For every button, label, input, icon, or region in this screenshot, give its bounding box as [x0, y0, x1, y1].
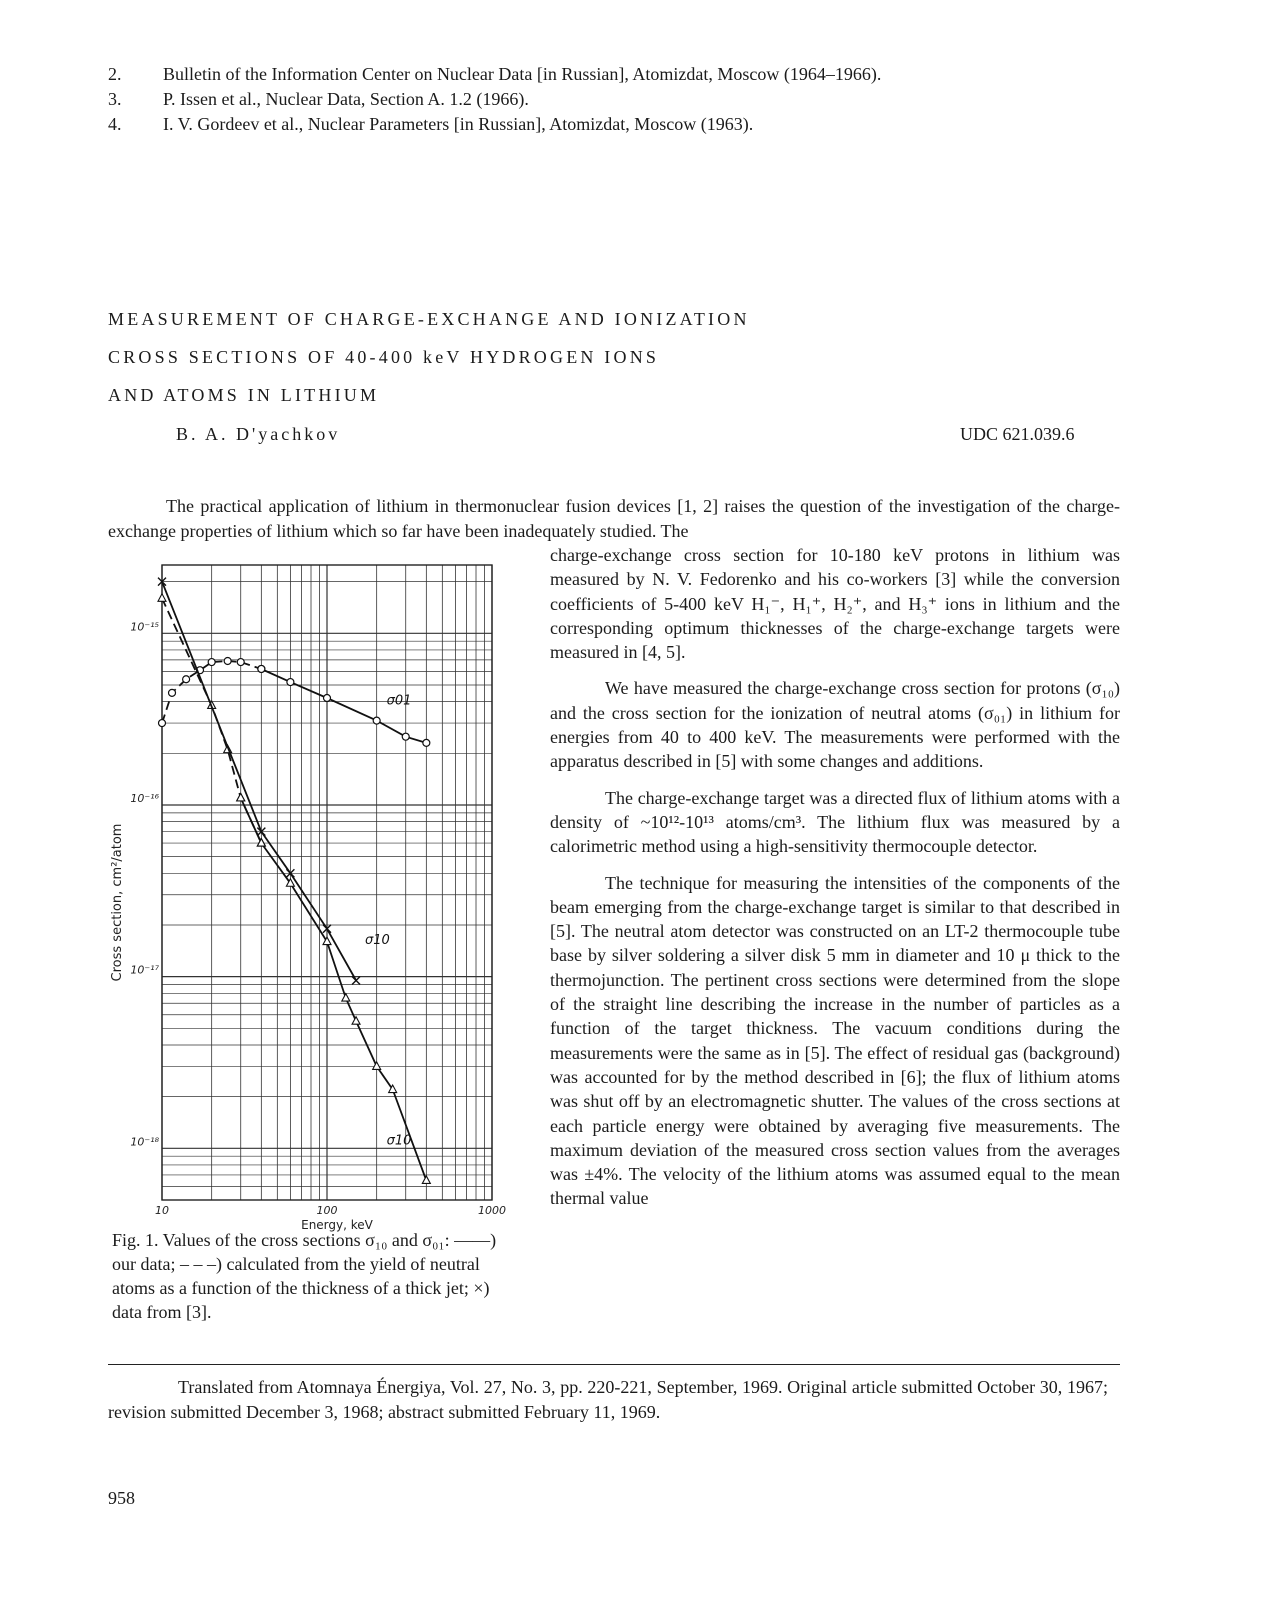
data-point-circle — [324, 694, 331, 701]
data-point-circle — [237, 659, 244, 666]
series-line — [241, 798, 427, 1181]
footnote-divider — [108, 1364, 1120, 1365]
reference-item — [108, 112, 1168, 137]
data-point-circle — [183, 676, 190, 683]
data-point-triangle — [237, 793, 245, 801]
body-paragraph: The technique for measuring the intensities of the components of the beam emerging from the charge-exchange target is similar to that described in [5]. The neutral atom detector was constructed on an LT-2 thermocouple tube base by silver soldering a silver disk 5 mm in diameter and 10 μ thick to the thermojunction. The pertinent cross sections were determined from the slope of the straight line describing the increase in the number of particles as a function of the target thickness. The vacuum conditions during the measurements were the same as in [5]. The effect of residual gas (background) was accounted for by the method described in [6]; the flux of lithium atoms was shut off by an electromagnetic shutter. The values of the cross sections at each particle energy were obtained by averaging five measurements. The maximum deviation of the measured cross section values from the averages was ±4%. The velocity of the lithium atoms was assumed equal to the mean thermal value — [550, 872, 1120, 1209]
data-point-circle — [423, 739, 430, 746]
title-line: AND ATOMS IN LITHIUM — [108, 385, 380, 405]
article-title — [108, 300, 750, 414]
reference-number: 3. — [108, 89, 122, 109]
data-point-triangle — [257, 839, 265, 847]
right-column — [550, 543, 1120, 1223]
curve-label: σ10 — [365, 932, 390, 948]
udc-code: UDC 621.039.6 — [960, 424, 1075, 444]
body-paragraph: We have measured the charge-exchange cross section for protons (σ₁₀) and the cross section for the ionization of neutral atoms (σ₀₁) in lithium for energies from 40 to 400 keV. The measurements were performed with the apparatus described in [5] with some changes and additions. — [550, 678, 1120, 772]
data-point-circle — [373, 717, 380, 724]
author: B. A. D'yachkov — [176, 424, 341, 444]
title-line: CROSS SECTIONS OF 40-400 keV HYDROGEN IONS — [108, 347, 660, 367]
figure-1 — [100, 560, 520, 1240]
data-point-circle — [224, 657, 231, 664]
data-point-circle — [287, 679, 294, 686]
y-axis-label: Cross section, cm²/atom — [110, 823, 125, 982]
x-axis-label: Energy, keV — [301, 1218, 373, 1232]
reference-list — [108, 62, 1168, 137]
data-point-cross — [352, 976, 360, 984]
reference-text: Bulletin of the Information Center on Nuclear Data [in Russian], Atomizdat, Moscow (1964–1966). — [163, 64, 882, 84]
reference-text: I. V. Gordeev et al., Nuclear Parameters [in Russian], Atomizdat, Moscow (1963). — [163, 114, 754, 134]
figure-caption: Fig. 1. Values of the cross sections σ₁₀ and σ₀₁: ——) our data; – – –) calculated from the yield of neutral atoms as a function of the thickness of a thick jet; ×) data from [3]. — [112, 1230, 497, 1322]
data-point-circle — [159, 720, 166, 727]
reference-number: 2. — [108, 64, 122, 84]
data-point-triangle — [422, 1176, 430, 1184]
y-tick-label: 10⁻¹⁷ — [130, 963, 159, 977]
reference-item — [108, 87, 1168, 112]
reference-text: P. Issen et al., Nuclear Data, Section A. 1.2 (1966). — [163, 89, 529, 109]
data-point-triangle — [373, 1062, 381, 1070]
data-point-triangle — [352, 1017, 360, 1025]
x-tick-label: 1000 — [478, 1204, 506, 1217]
y-tick-label: 10⁻¹⁸ — [130, 1135, 159, 1149]
data-point-circle — [402, 733, 409, 740]
body-paragraph: charge-exchange cross section for 10-180 keV protons in lithium was measured by N. V. Fedorenko and his co-workers [3] while the conversion coefficients of 5-400 keV H₁⁻, H₁⁺, H₂⁺, and H₃⁺ ions in lithium and the corresponding optimum thicknesses of the charge-exchange targets were measured in [4, 5]. — [550, 545, 1120, 663]
data-point-triangle — [342, 994, 350, 1002]
translation-footnote: Translated from Atomnaya Énergiya, Vol. 27, No. 3, pp. 220-221, September, 1969. Original article submitted October 30, 1967; revision submitted December 3, 1968; abstract submitted February 11, 1969. — [108, 1377, 1108, 1422]
reference-number: 4. — [108, 114, 122, 134]
data-point-triangle — [158, 594, 166, 602]
y-tick-label: 10⁻¹⁵ — [130, 620, 159, 634]
data-point-circle — [208, 659, 215, 666]
reference-item — [108, 62, 1168, 87]
x-tick-label: 100 — [316, 1204, 338, 1217]
data-point-circle — [169, 689, 176, 696]
y-tick-label: 10⁻¹⁶ — [130, 791, 159, 805]
curve-label: σ10 — [386, 1133, 412, 1149]
curve-label: σ01 — [386, 693, 412, 709]
intro-paragraph: The practical application of lithium in thermonuclear fusion devices [1, 2] raises the question of the investigation of the charge-exchange properties of lithium which so far have been inadequately studied. The — [108, 496, 1120, 541]
x-tick-label: 10 — [155, 1204, 169, 1217]
data-point-circle — [258, 665, 265, 672]
page-number: 958 — [108, 1488, 135, 1508]
title-line: MEASUREMENT OF CHARGE-EXCHANGE AND IONIZATION — [108, 309, 750, 329]
cross-section-chart — [100, 560, 520, 1240]
body-paragraph: The charge-exchange target was a directed flux of lithium atoms with a density of ~10¹²-10¹³ atoms/cm³. The lithium flux was measured by a calorimetric method using a high-sensitivity thermocouple detector. — [550, 787, 1120, 857]
